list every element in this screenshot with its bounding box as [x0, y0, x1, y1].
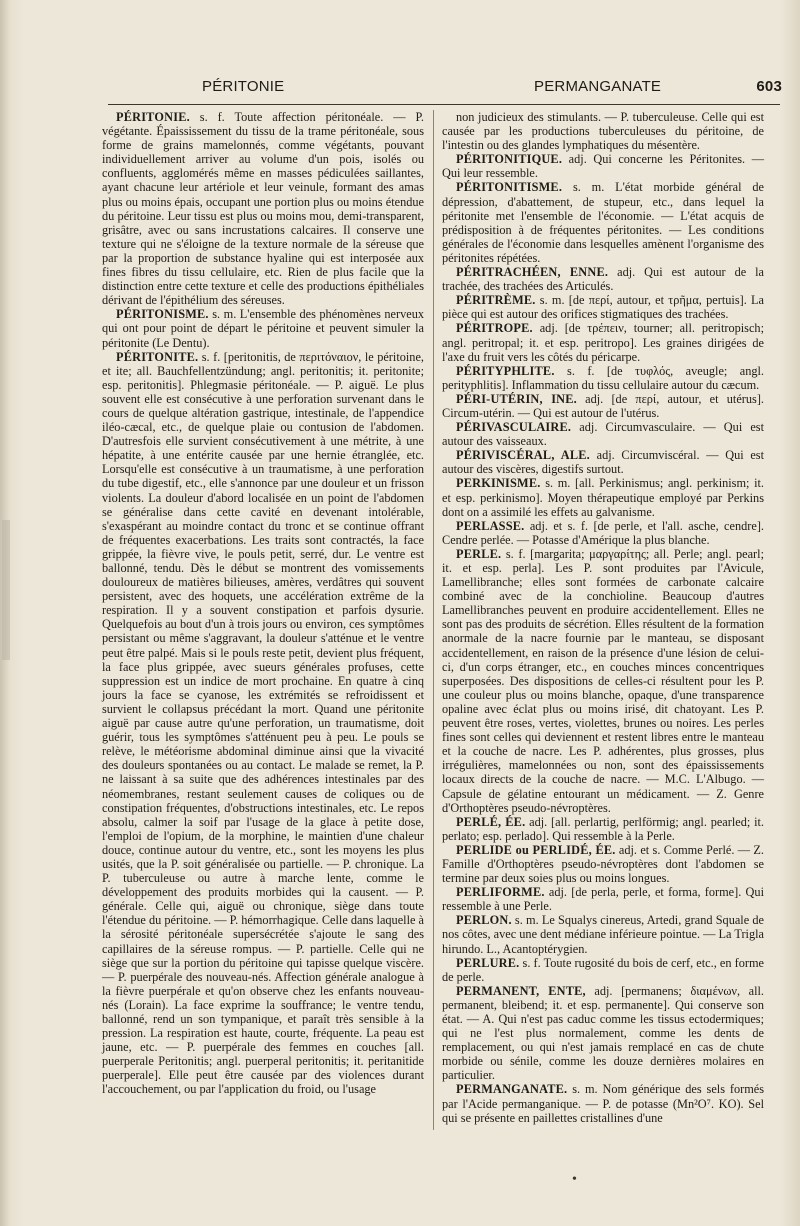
entry-headword: PÉRITONIE.: [116, 110, 190, 124]
entry-definition: adj. [de perla, perle, et forma, forme]. Qui ressemble à une Perle.: [442, 885, 764, 914]
entry-definition: non judicieux des stimulants. — P. tuberculeuse. Celle qui est causée par les productions tuberculeuses du péritoine, de l'intestin ou des glandes lymphatiques du mésentère.: [442, 110, 764, 153]
dictionary-entry: [442, 913, 764, 955]
dictionary-entry: [442, 885, 764, 913]
entry-definition: s. m. [all. Perkinismus; angl. perkinism; it. et esp. perkinismo]. Moyen thérapeutique employé par Perkins dont on a assimilé les effets au galvanisme.: [442, 476, 764, 519]
entry-headword: PÉRI-UTÉRIN, INE.: [456, 391, 577, 406]
entry-headword: PÉRITYPHLITE.: [456, 363, 555, 378]
entry-headword: PERLE.: [456, 546, 502, 561]
entry-definition: adj. [de περί, autour, et utérus]. Circum-utérin. — Qui est autour de l'utérus.: [442, 391, 764, 420]
dictionary-entry: [442, 448, 764, 476]
entry-definition: s. f. [peritonitis, de περιτόναιον, le péritoine, et ite; all. Bauchfellentzündung; angl. peritonitis; it. peritonite; esp. peritonitis]. Phlegmasie péritonéale. — P. aiguë. Le plus souvent elle est consécutive à une perforation survenant dans le cours de quelque altération gastrique, intestinale, de l'appendice iléo-cæcal, etc., de quelque plaie ou contusion de l'abdomen. D'autresfois elle survient consécutivement à une métrite, à une hépatite, à une entérite causée par une hernie étranglée, etc. Lorsqu'elle est consécutive à un traumatisme, à une perforation du tube digestif, etc., elle s'annonce par une douleur et un frisson violents. La douleur d'abord localisée en un point de l'abdomen se généralise dans cette cavité en devenant intolérable, s'exaspérant au moindre contact du tronc et se continue offrant de fréquentes exacerbations. Les traits sont contractés, la face grippée, la fièvre vive, le pouls petit, serré, dur. Le ventre est ballonné, tendu. Dès le début se montrent des vomissements douloureux de matières bilieuses, amères, verdâtres qui souvent persistent, avec des hoquets, une accélération extrême de la respiration. Il y a souvent constipation et parfois dysurie. Quelquefois au bout d'un à trois jours ou environ, ces symptômes persistant ou même s'aggravant, la douleur s'atténue et le ventre peut être palpé. Mais si le pouls reste petit, devient plus fréquent, la face plus grippée, avec sueurs générales profuses, cette suppression est un indice de mort prochaine. En quatre à cinq jours la face se cyanose, les extrémités se refroidissent et survient le collapsus précédant la mort. Quand une péritonite aiguë par cause autre qu'une perforation, un traumatisme, doit guérir, tous les symptômes s'atténuent peu à peu. Le pouls se relève, le météorisme abdominal diminue ainsi que la vivacité des douleurs spontanées ou au contact. Le malade se remet, la P. ne laissant à sa suite que des adhérences intestinales par des néomembranes, restant seulement causes de coliques ou de constipation fréquentes, d'obstructions intestinales, etc. Le repos absolu, calmer la soif par l'usage de la glace à petite dose, l'emploi de l'opium, de la morphine, le maintien d'une chaleur douce, continue autour du ventre, etc., sont les moyens les plus usités, que la P. soit généralisée ou partielle. — P. chronique. La P. tuberculeuse ou autre à marche lente, comme le développement des produits morbides qui la causent. — P. générale. Celle qui, aiguë ou chronique, siège dans toute l'étendue du péritoine. — P. hémorrhagique. Celle dans laquelle à la sérosité péritonéale supersécrétée s'ajoute le sang des capillaires de la séreuse rompus. — P. partielle. Celle qui ne siège que sur la portion du péritoine qui tapisse quelque viscère. — P. puerpérale des nouveau-nés. Affection générale analogue à la fièvre puerpérale et qu'on observe chez les enfants nouveau-nés (Lorain). La face exprime la souffrance; le ventre tendu, ballonné, rend un son tympanique, et paraît très sensible à la pression. La respiration est haute, courte, fréquente. La peau est jaune, etc. — P. puerpérale des femmes en couches [all. puerperale Peritonitis; angl. puerperal peritonitis; it. peritanitide puerperale]. Elle peut être causée par des violences durant l'accouchement, ou par l'application du froid, ou l'usage: [102, 349, 424, 1097]
header-rule: [108, 104, 780, 105]
ink-spot: •: [572, 1172, 577, 1187]
entry-definition: s. f. [de τυφλός, aveugle; angl. perityphlitis]. Inflammation du tissu cellulaire autour du cæcum.: [442, 363, 764, 392]
left-column: [102, 110, 424, 1097]
dictionary-entry: [442, 392, 764, 420]
dictionary-entry: [102, 307, 424, 349]
dictionary-entry: [102, 350, 424, 1097]
entry-definition: adj. et s. f. [de perle, et l'all. asche, cendre]. Cendre perlée. — Potasse d'Amérique la plus blanche.: [442, 518, 764, 547]
running-header: [92, 78, 792, 100]
entry-definition: adj. Circumviscéral. — Qui est autour des viscères, digestifs surtout.: [442, 448, 764, 477]
entry-definition: adj. [all. perlartig, perlförmig; angl. pearled; it. perlato; esp. perlado]. Qui ressemble à la Perle.: [442, 814, 765, 843]
dictionary-entry: [442, 110, 764, 152]
dictionary-entry: [442, 547, 764, 815]
header-right-word: PERMANGANATE: [534, 78, 662, 95]
entry-headword: PERLASSE.: [456, 518, 525, 533]
entry-definition: s. m. Le Squalys cinereus, Artedi, grand Squale de nos côtes, avec une dent médiane inférieure pointue. — La Trigla hirundo. L., Acantoptérygien.: [442, 913, 764, 956]
binding-shadow: [2, 520, 10, 660]
entry-headword: PÉRITRACHÉEN, ENNE.: [456, 265, 609, 280]
entry-definition: s. m. L'état morbide général de dépression, d'abattement, de stupeur, etc., dans lequel la péritonite met l'ensemble de l'économie. — L'état acquis de prédisposition à de fréquentes péritonites. — Les conditions générales de l'économie dans lesquelles amènent l'organisme des péritonites répétées.: [442, 180, 764, 265]
entry-headword: PERMANGANATE.: [456, 1082, 568, 1097]
dictionary-entry: [442, 956, 764, 984]
entry-headword: PERLÉ, ÉE.: [456, 814, 526, 829]
entry-headword: PERLURE.: [456, 955, 520, 970]
entry-definition: s. f. Toute affection péritonéale. — P. végétante. Épaississement du tissu de la trame péritonéale, sous forme de grains mamelonnés, comme végétants, pouvant individuellement arriver au volume d'un pois, isolés ou confluents, agglomérés même en masses pédiculées saillantes, ayant chacune leur artériole et leur veinule, formant des amas plus ou moins épais, occupant une portion plus ou moins étendue du péritoine. Leur tissu est plus ou moins mou, demi-transparent, grisâtre, avec ou sans incrustations calcaires. Il conserve une texture qui ne s'éloigne de la texture normale de la séreuse que par la proportion de substance hyaline qui est interposée aux fines fibres du tissu cellulaire, etc. Rien de plus facile que la distinction entre cette texture et celle des productions épithéliales dérivant de l'épithélium des séreuses.: [102, 110, 424, 308]
entry-definition: s. m. [de περί, autour, et τρῆμα, pertuis]. La pièce qui est autour des orifices stigmatiques des trachées.: [442, 293, 764, 322]
entry-headword: PÉRITRÈME.: [456, 293, 536, 308]
dictionary-entry: [442, 815, 764, 843]
entry-headword: PÉRITONITIQUE.: [456, 152, 563, 167]
entry-headword: PÉRIVISCÉRAL, ALE.: [456, 448, 590, 463]
dictionary-entry: [442, 265, 764, 293]
dictionary-entry: [442, 293, 764, 321]
entry-headword: PÉRITONISME.: [116, 307, 209, 322]
entry-headword: PÉRITONITISME.: [456, 180, 563, 195]
entry-headword: PÉRIVASCULAIRE.: [456, 420, 572, 435]
dictionary-entry: [442, 321, 764, 363]
dictionary-entry: [442, 420, 764, 448]
dictionary-entry: [442, 1082, 764, 1124]
dictionary-entry: [442, 152, 764, 180]
entry-definition: s. m. L'ensemble des phénomènes nerveux qui ont pour point de départ le péritoine et peuvent simuler la péritonite (Le Dentu).: [102, 307, 424, 350]
column-divider: [433, 110, 434, 1130]
entry-definition: adj. Circumvasculaire. — Qui est autour des vaisseaux.: [442, 420, 764, 449]
entry-definition: adj. Qui concerne les Péritonites. — Qui leur ressemble.: [442, 152, 764, 181]
entry-definition: adj. [de τρέπειν, tourner; all. peritropisch; angl. peritropal; it. et esp. peritropo]. Les graines dirigées de l'axe du fruit vers les côtés du péricarpe.: [442, 321, 764, 364]
entry-definition: s. f. Toute rugosité du bois de cerf, etc., en forme de perle.: [442, 955, 764, 984]
dictionary-entry: [442, 843, 764, 885]
entry-headword: PERLON.: [456, 913, 512, 928]
right-column: [442, 110, 764, 1125]
entry-headword: PÉRITONITE.: [116, 349, 199, 364]
page-number: 603: [756, 78, 782, 95]
entry-definition: adj. [permanens; διαμένων, all. permanent, bleibend; it. et esp. permanente]. Qui conserve son état. — A. Qui n'est pas caduc comme les tissus ectodermiques; qui ne l'est plus normalement, comme les dents de remplacement, ou qui n'est jamais remplacé en cas de chute morbide ou sénile, comme les douze dernières molaires en particulier.: [442, 983, 765, 1083]
dictionary-entry: [442, 476, 764, 518]
dictionary-entry: [102, 110, 424, 307]
entry-definition: adj. Qui est autour de la trachée, des trachées des Articulés.: [442, 265, 765, 294]
entry-definition: adj. et s. Comme Perlé. — Z. Famille d'Orthoptères pseudo-névroptères dont l'abdomen se termine par deux soies plus ou moins longues.: [442, 842, 764, 886]
dictionary-entry: [442, 364, 764, 392]
entry-definition: s. f. [margarita; μαργαρίτης; all. Perle; angl. pearl; it. et esp. perla]. Les P. sont produites par l'Avicule, Lamellibranche; elles sont formées de carbonate calcaire combiné avec de la conchioline. Beaucoup d'autres Lamellibranches peuvent en produire accidentellement. Elles ne sont pas des produits de sécrétion. Elles résultent de la formation anormale de la nacre fournie par le manteau, se disposant accidentellement, en raison de la présence d'une lésion de celui-ci, d'un corps étranger, etc., en couches minces concentriques superposées. Des dispositions de celles-ci résultent pour les P. une couleur plus ou moins blanche, opaque, d'une transparence opaline avec éclat plus ou moins irisé, dit chatoyant. Les P. peuvent être roses, vertes, violettes, brunes ou noires. Les perles fines sont celles qui deviennent et restent libres entre le manteau et la couche de nacre. Les P. adhérentes, plus grosses, plus irrégulières, mamelonnées ou non, sont des épaississements locaux directs de la couche de nacre. — M.C. L'Albugo. — Capsule de gélatine entourant un médicament. — Z. Genre d'Orthoptères pseudo-névroptères.: [442, 546, 764, 815]
header-left-word: PÉRITONIE: [202, 78, 285, 95]
dictionary-entry: [442, 519, 764, 547]
entry-headword: PÉRITROPE.: [456, 321, 533, 336]
dictionary-entry: [442, 180, 764, 265]
entry-headword: PERKINISME.: [456, 476, 541, 491]
entry-headword: PERMANENT, ENTE,: [456, 983, 586, 998]
entry-definition: s. m. Nom générique des sels formés par l'Acide permanganique. — P. de potasse (Mn²O⁷. KO). Sel qui se présente en paillettes cristallines d'une: [442, 1082, 764, 1125]
entry-headword: PERLIFORME.: [456, 885, 545, 900]
dictionary-entry: [442, 984, 764, 1083]
entry-headword: PERLIDE ou PERLIDÉ, ÉE.: [456, 842, 616, 857]
